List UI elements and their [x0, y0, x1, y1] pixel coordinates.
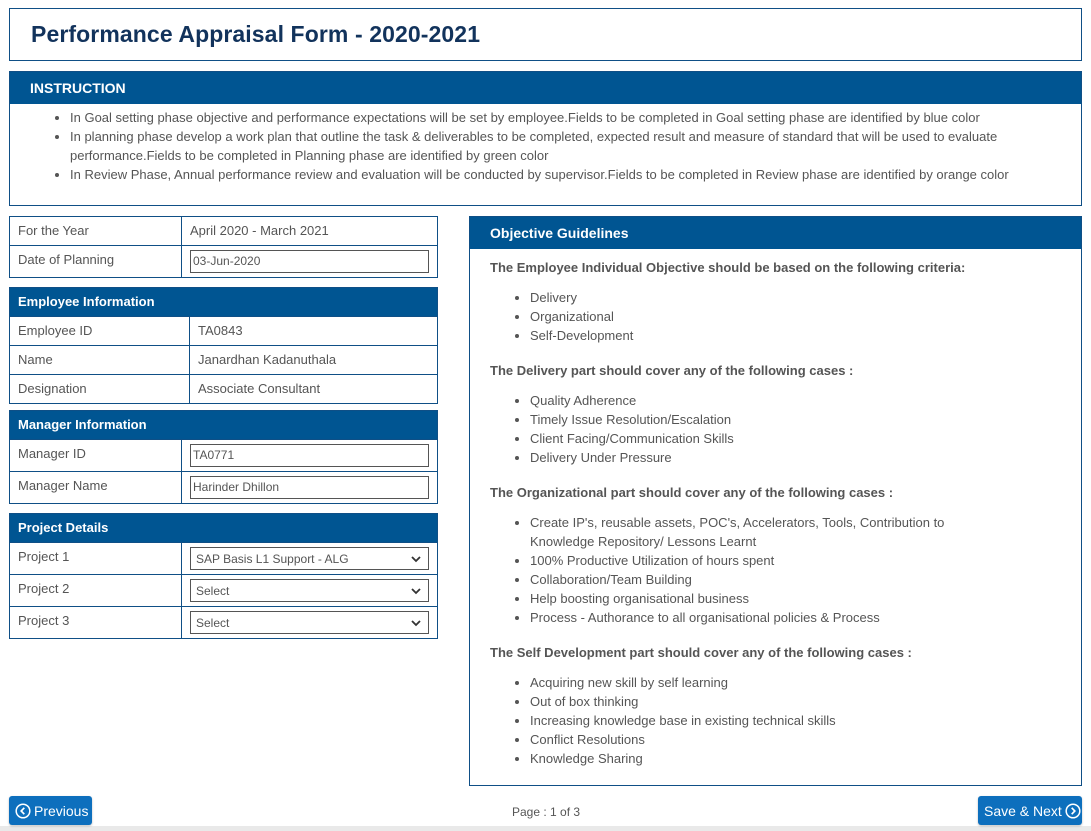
chevron-right-circle-icon [1065, 803, 1081, 819]
manager-name-label: Manager Name [10, 472, 182, 504]
guideline-item: • Process - Authorance to all organisational policies & Process [530, 608, 1001, 627]
guideline-item: • Self-Development [530, 326, 1061, 345]
project-label: Project 2 [10, 575, 182, 607]
period-table [9, 216, 438, 278]
planning-date-label: Date of Planning [10, 246, 182, 278]
employee-name-value: Janardhan Kadanuthala [190, 346, 438, 375]
designation-row [10, 375, 438, 404]
manager-id-input[interactable]: TA0771 [190, 444, 429, 467]
page-header [9, 8, 1082, 61]
instruction-panel [9, 71, 1082, 206]
manager-info-heading: Manager Information [10, 411, 438, 440]
guideline-item: • 100% Productive Utilization of hours spent [530, 551, 1001, 570]
guideline-intro: The Self Development part should cover any of the following cases : [490, 645, 912, 660]
project-row [10, 575, 438, 607]
manager-id-row [10, 440, 438, 472]
project-3-value: Select [196, 615, 230, 630]
project-label: Project 3 [10, 607, 182, 639]
page-bottom-edge [0, 826, 1091, 831]
project-2-select[interactable] [190, 579, 429, 602]
guideline-item: • Knowledge Sharing [530, 749, 1061, 768]
guideline-item: • Out of box thinking [530, 692, 1061, 711]
previous-button[interactable] [9, 796, 92, 825]
save-next-button[interactable] [978, 796, 1082, 825]
guideline-list [490, 288, 1061, 345]
guideline-item: • Quality Adherence [530, 391, 1061, 410]
employee-id-row [10, 317, 438, 346]
manager-id-label: Manager ID [10, 440, 182, 472]
guideline-item: • Delivery Under Pressure [530, 448, 1061, 467]
employee-name-row [10, 346, 438, 375]
planning-date-row [10, 246, 438, 278]
guideline-item: • Organizational [530, 307, 1061, 326]
planning-date-input[interactable]: 03-Jun-2020 [190, 250, 429, 273]
project-1-select[interactable] [190, 547, 429, 570]
guideline-item: • Collaboration/Team Building [530, 570, 1001, 589]
chevron-down-icon [410, 618, 422, 628]
guideline-item: • Acquiring new skill by self learning [530, 673, 1061, 692]
designation-value: Associate Consultant [190, 375, 438, 404]
guideline-list [490, 673, 1061, 768]
employee-id-label: Employee ID [10, 317, 190, 346]
year-value: April 2020 - March 2021 [182, 217, 438, 246]
project-details-heading: Project Details [10, 514, 438, 543]
project-details-table [9, 513, 438, 639]
chevron-down-icon [410, 554, 422, 564]
project-row [10, 543, 438, 575]
instruction-item: • In Goal setting phase objective and performance expectations will be set by employee.Fields to be completed in Goal setting phase are identified by blue color [70, 108, 1081, 127]
instruction-item: • In planning phase develop a work plan that outline the task & deliverables to be completed, expected result and measure of standard that will be used to evaluate performance.Fields to be completed in Planning phase are identified by green color [70, 127, 1081, 165]
project-1-value: SAP Basis L1 Support - ALG [196, 551, 349, 566]
employee-info-table [9, 287, 438, 404]
manager-name-input[interactable]: Harinder Dhillon [190, 476, 429, 499]
previous-label: Previous [34, 802, 89, 819]
guideline-item: • Conflict Resolutions [530, 730, 1061, 749]
page-title: Performance Appraisal Form - 2020-2021 [31, 21, 481, 47]
manager-name-row [10, 472, 438, 504]
guideline-item: • Timely Issue Resolution/Escalation [530, 410, 1061, 429]
employee-name-label: Name [10, 346, 190, 375]
guideline-item: • Client Facing/Communication Skills [530, 429, 1061, 448]
page-indicator: Page : 1 of 3 [512, 805, 581, 819]
save-next-label: Save & Next [984, 802, 1062, 819]
guideline-list [490, 513, 1061, 627]
employee-info-heading: Employee Information [10, 288, 438, 317]
designation-label: Designation [10, 375, 190, 404]
objective-guidelines-panel [469, 216, 1082, 786]
chevron-left-circle-icon [15, 803, 31, 819]
objective-guidelines-heading: Objective Guidelines [470, 217, 1081, 249]
chevron-down-icon [410, 586, 422, 596]
manager-info-table [9, 410, 438, 504]
guideline-item: • Create IP's, reusable assets, POC's, Accelerators, Tools, Contribution to Knowledge Repository/ Lessons Learnt [530, 513, 1001, 551]
guideline-item: • Delivery [530, 288, 1061, 307]
employee-id-value: TA0843 [190, 317, 438, 346]
guideline-list [490, 391, 1061, 467]
guideline-intro: The Employee Individual Objective should be based on the following criteria: [490, 260, 966, 275]
project-2-value: Select [196, 583, 230, 598]
guideline-item: • Help boosting organisational business [530, 589, 1001, 608]
guideline-item: • Increasing knowledge base in existing technical skills [530, 711, 1061, 730]
instruction-list [10, 108, 1081, 184]
year-label: For the Year [10, 217, 182, 246]
project-row [10, 607, 438, 639]
project-3-select[interactable] [190, 611, 429, 634]
guideline-intro: The Delivery part should cover any of the following cases : [490, 363, 854, 378]
project-label: Project 1 [10, 543, 182, 575]
instruction-heading: INSTRUCTION [10, 72, 1081, 104]
instruction-item: • In Review Phase, Annual performance review and evaluation will be conducted by supervisor.Fields to be completed in Review phase are identified by orange color [70, 165, 1081, 184]
guideline-intro: The Organizational part should cover any of the following cases : [490, 485, 894, 500]
year-row [10, 217, 438, 246]
